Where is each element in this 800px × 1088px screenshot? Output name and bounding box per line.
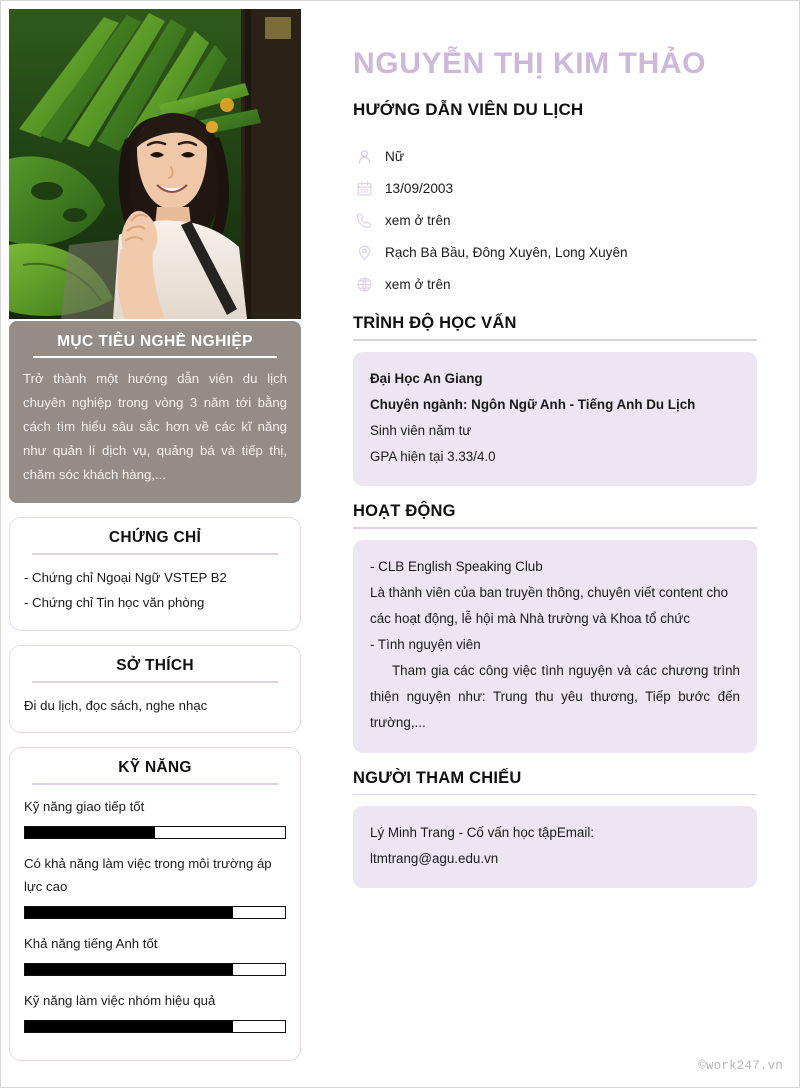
job-title: HƯỚNG DẪN VIÊN DU LỊCH: [353, 100, 584, 119]
hobbies-divider: [32, 681, 278, 683]
contact-row-phone[interactable]: [353, 206, 757, 234]
hobbies-title: SỞ THÍCH: [116, 657, 194, 675]
list-item: Đi du lịch, đọc sách, nghe nhạc: [24, 697, 208, 713]
contact-value: 13/09/2003: [385, 180, 454, 196]
activities-title: HOẠT ĐỘNG: [353, 502, 456, 521]
page-title: NGUYỄN THỊ KIM THẢO: [353, 47, 707, 80]
phone-icon: [353, 212, 375, 229]
list-item: - Chứng chỉ Tin học văn phòng: [24, 595, 205, 611]
globe-icon: [353, 276, 375, 293]
contact-value: xem ở trên: [385, 276, 451, 292]
calendar-icon: [353, 180, 375, 197]
activity-line: - CLB English Speaking Club: [370, 558, 543, 574]
hobbies-card: [9, 645, 301, 733]
contact-value: Rạch Bà Bầu, Đông Xuyên, Long Xuyên: [385, 244, 628, 260]
career-objective-card: [9, 321, 301, 503]
contact-list: [353, 142, 757, 298]
watermark: ©work247.vn: [698, 1059, 783, 1073]
skill-progress-fill: [25, 907, 233, 918]
education-section: [353, 314, 757, 486]
skill-label: Khả năng tiếng Anh tốt: [24, 936, 158, 952]
skill-item: [24, 852, 286, 919]
certificates-divider: [32, 553, 278, 555]
education-title: TRÌNH ĐỘ HỌC VẤN: [353, 314, 517, 332]
career-objective-divider: [33, 356, 277, 358]
activity-line: Là thành viên của ban truyền thông, chuyên viết content cho các hoạt động, lễ hội mà Nhà trường và Khoa tổ chức: [370, 584, 729, 626]
skills-divider: [32, 783, 278, 785]
contact-value: xem ở trên: [385, 212, 451, 228]
reference-line: ltmtrang@agu.edu.vn: [370, 851, 499, 867]
education-divider: [353, 339, 757, 341]
activities-section: [353, 502, 757, 752]
contact-row-website[interactable]: [353, 270, 757, 298]
skill-progress-fill: [25, 964, 233, 975]
reference-title: NGƯỜI THAM CHIẾU: [353, 768, 522, 787]
activities-divider: [353, 527, 757, 529]
career-objective-text: Trở thành một hướng dẫn viên du lịch chuyên nghiệp trong vòng 3 năm tới bằng cách tìm hiểu sâu sắc hơn về các kĩ năng như quản lí dịch vụ, quảng bá và tiếp thị, chăm sóc khách hàng,...: [23, 371, 287, 483]
skills-title: KỸ NĂNG: [118, 759, 192, 777]
skill-item: [24, 795, 286, 839]
skill-progress-bar: [24, 1020, 286, 1033]
skill-label: Có khả năng làm việc trong môi trường áp lực cao: [24, 855, 272, 894]
reference-divider: [353, 794, 757, 796]
skill-progress-bar: [24, 906, 286, 919]
contact-row-gender: [353, 142, 757, 170]
education-box: [353, 352, 757, 487]
left-column: [9, 9, 301, 1061]
education-line: Chuyên ngành: Ngôn Ngữ Anh - Tiếng Anh Du Lịch: [370, 396, 696, 412]
skill-progress-fill: [25, 1021, 233, 1032]
contact-row-address: [353, 238, 757, 266]
skill-label: Kỹ năng làm việc nhóm hiệu quả: [24, 993, 216, 1009]
certificates-title: CHỨNG CHỈ: [108, 529, 202, 547]
activity-line: Tham gia các công việc tình nguyện và các chương trình thiện nguyện như: Trung thu yêu thương, Tiếp bước đến trường,...: [370, 663, 740, 731]
right-column: [353, 9, 757, 888]
reference-box: [353, 806, 757, 888]
reference-line: Lý Minh Trang - Cố vấn học tậpEmail:: [370, 825, 595, 841]
list-item: - Chứng chỉ Ngoại Ngữ VSTEP B2: [24, 569, 227, 585]
profile-photo: [9, 9, 301, 319]
skill-progress-bar: [24, 963, 286, 976]
skills-card: [9, 747, 301, 1061]
career-objective-title: MỤC TIÊU NGHỀ NGHIỆP: [57, 333, 253, 350]
skill-progress-bar: [24, 826, 286, 839]
activities-box: [353, 540, 757, 753]
contact-value: Nữ: [385, 148, 404, 164]
skill-item: [24, 932, 286, 976]
contact-row-birthdate: [353, 174, 757, 202]
education-line: GPA hiện tại 3.33/4.0: [370, 448, 496, 464]
person-icon: [353, 148, 375, 165]
education-line: Đại Học An Giang: [370, 370, 483, 386]
activity-line: - Tình nguyện viên: [370, 636, 481, 652]
certificates-card: [9, 517, 301, 631]
location-pin-icon: [353, 244, 375, 261]
skill-label: Kỹ năng giao tiếp tốt: [24, 798, 145, 814]
skill-item: [24, 989, 286, 1033]
education-line: Sinh viên năm tư: [370, 422, 472, 438]
skill-progress-fill: [25, 827, 155, 838]
reference-section: [353, 769, 757, 889]
